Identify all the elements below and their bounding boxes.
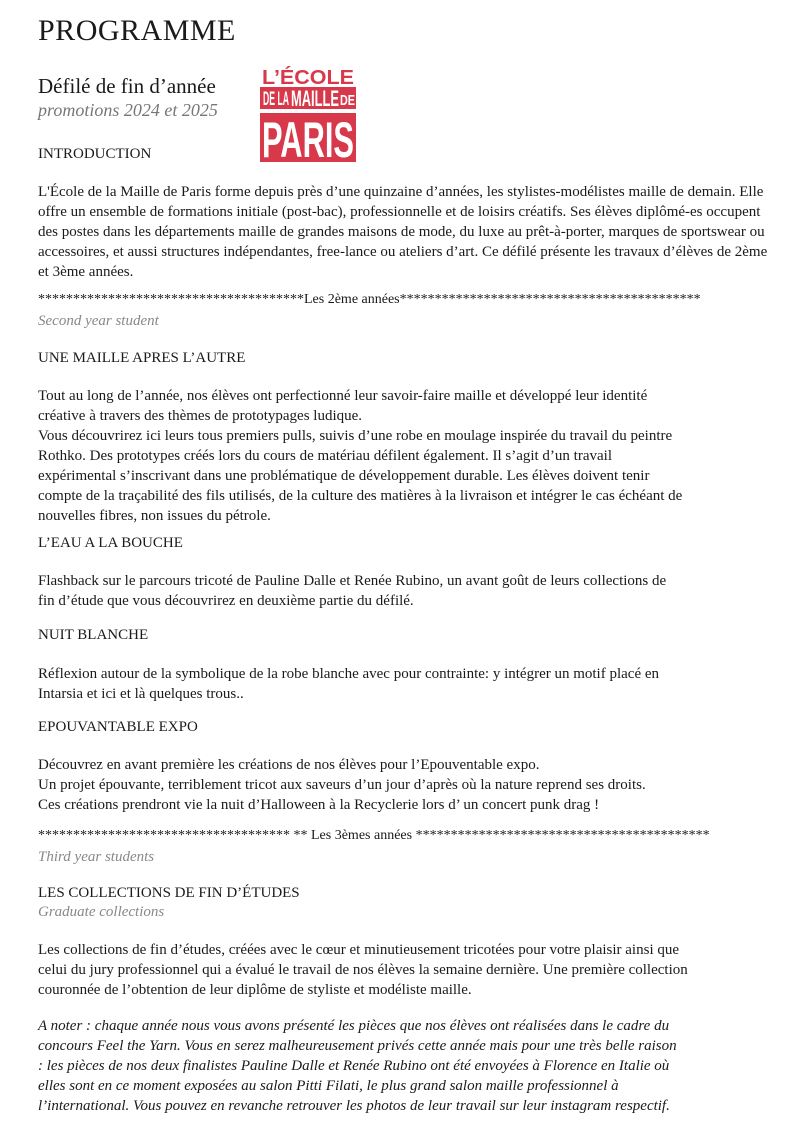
section-heading: EPOUVANTABLE EXPO [38,719,198,735]
text-line: compte de la traçabilité des fils utilisés, de la culture des matières à la livraison et intégrer le cas échéant de [38,488,683,504]
separator-label: Les 2ème années [304,292,400,307]
text-line: expérimental s’inscrivant dans une problématique de développement durable. Les élèves doivent tenir [38,468,650,484]
event-title: Défilé de fin d’année [38,74,216,98]
intro-heading: INTRODUCTION [38,146,152,162]
text-line: Vous découvrirez ici leurs tous premiers pulls, suivis d’une robe en moulage inspirée du travail du peintre [38,428,673,444]
text-line: Réflexion autour de la symbolique de la robe blanche avec pour contrainte: y intégrer un motif placé en [38,666,660,682]
text-line: créative à travers des thèmes de prototypages ludique. [38,408,363,424]
graduate-collections-subtitle: Graduate collections [38,904,165,920]
text-line: Intarsia et ici et là quelques trous.. [38,686,244,702]
text-line: Les collections de fin d’études, créées avec le cœur et minutieusement tricotées pour votre plaisir ainsi que [38,942,680,958]
section-heading: L’EAU A LA BOUCHE [38,535,183,551]
section-body [38,571,768,611]
text-line: couronnée de l’obtention de leur diplôme de styliste et modéliste maille. [38,982,472,998]
separator-label: Les 3èmes années [311,828,413,843]
promotions-subtitle: promotions 2024 et 2025 [38,100,218,120]
logo-line: DE [340,92,355,109]
separator-second-year: **************************************Les 2ème années******************************************* [38,292,701,307]
page-title: PROGRAMME [38,14,236,47]
text-line: elles sont en ce moment exposées au salon Pitti Filati, le plus grand salon maille professionnel à [38,1078,619,1094]
note-paragraph [38,1016,768,1116]
text-line: fin d’étude que vous découvrirez en deuxième partie du défilé. [38,593,414,609]
text-line: Rothko. Des prototypes créés lors du cours de matériau défilent également. Il s’agit d’un travail [38,448,612,464]
text-line: celui du jury professionnel qui a évalué le travail de nos élèves la semaine dernière. Une première collection [38,962,688,978]
text-line: : les pièces de nos deux finalistes Pauline Dalle et Renée Rubino ont été envoyées à Florence en Italie où [38,1058,670,1074]
separator-third-year: ************************************ ** Les 3èmes années ****************************************** [38,828,710,843]
third-year-subtitle: Third year students [38,849,155,865]
text-line: Tout au long de l’année, nos élèves ont perfectionné leur savoir-faire maille et développé leur identité [38,388,648,404]
logo-line: PARIS [262,112,354,162]
logo-line: MAILLE [291,86,339,111]
section-body [38,755,768,815]
text-line: l’international. Vous pouvez en revanche retrouver les photos de leur travail sur leur instagram respectif. [38,1098,670,1114]
text-line: nouvelles fibres, non issues du pétrole. [38,508,271,524]
second-year-subtitle: Second year student [38,313,159,329]
text-line: Un projet épouvante, terriblement tricot aux saveurs d’un jour d’après où la nature reprend ses droits. [38,777,646,793]
section-heading: UNE MAILLE APRES L’AUTRE [38,350,246,366]
section-body [38,386,768,526]
section-body [38,664,768,704]
text-line: A noter : chaque année nous vous avons présenté les pièces que nos élèves ont réalisées dans le cadre du [38,1018,670,1034]
text-line: Flashback sur le parcours tricoté de Pauline Dalle et Renée Rubino, un avant goût de leurs collections de [38,573,667,589]
section-body [38,940,768,1000]
ecole-maille-logo [260,66,356,162]
section-heading: NUIT BLANCHE [38,627,149,643]
section-heading: LES COLLECTIONS DE FIN D’ÉTUDES [38,885,300,901]
text-line: Découvrez en avant première les créations de nos élèves pour l’Epouventable expo. [38,757,540,773]
logo-line: L’ÉCOLE [262,67,348,89]
intro-paragraph: L'École de la Maille de Paris forme depuis près d’une quinzaine d’années, les stylistes-modélistes maille de demain. Elle offre un ensemble de formations initiale (post-bac), professionnelle et de loisirs créatifs. Ses élèves diplômé-es occupent des postes dans les départements maille de grandes maisons de mode, du luxe au prêt-à-porter, marques de sportswear ou accessoires, et aussi structures indépendantes, free-lance ou ateliers d’art. Ce défilé présente les travaux d’élèves de 2ème et 3ème années. [38,184,768,280]
text-line: Ces créations prendront vie la nuit d’Halloween à la Recyclerie lors d’ un concert punk drag ! [38,797,600,813]
text-line: concours Feel the Yarn. Vous en serez malheureusement privés cette année mais pour une très belle raison [38,1038,677,1054]
logo-line: DE LA [263,89,290,110]
